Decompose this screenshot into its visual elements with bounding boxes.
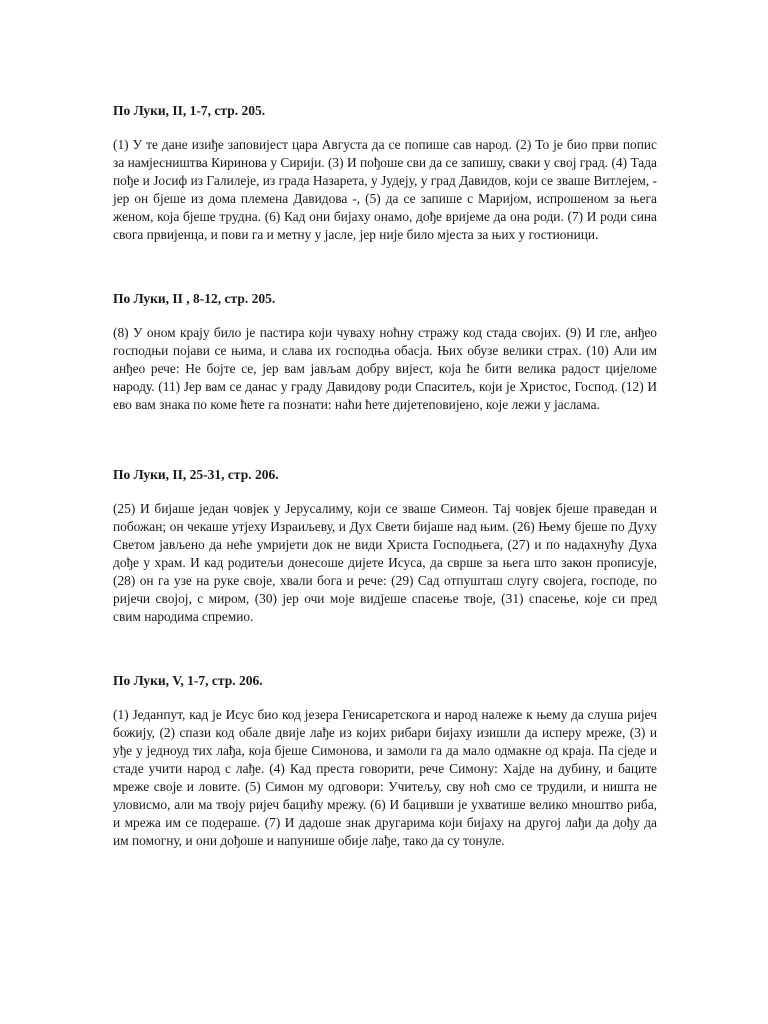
passage-heading: По Луки, II, 1-7, стр. 205.	[113, 103, 266, 118]
passage-heading: По Луки, II , 8-12, стр. 205.	[113, 291, 276, 306]
passage-luke-5-1-7	[113, 662, 657, 850]
passage-luke-2-8-12	[113, 280, 657, 414]
passage-luke-2-1-7	[113, 92, 657, 244]
passage-heading: По Луки, II, 25-31, стр. 206.	[113, 467, 279, 482]
passage-text: (1) У те дане изиђе заповијест цара Августа да се попише сав народ. (2) То је био први попис за намјесништва Киринова у Сирији. (3) И пођоше сви да се запишу, сваки у свој град. (4) Тада пође и Јосиф из Галилеје, из града Назарета, у Јудеју, у град Давидов, који се зваше Витлејем, - јер он бјеше из дома племена Давидова -, (5) да се запише с Маријом, испрошеном за њега женом, која бјеше трудна. (6) Кад они бијаху онамо, дође вријеме да она роди. (7) И роди сина свога првијенца, и пови га и метну у јасле, јер није било мјеста за њих у гостионици.	[113, 137, 657, 242]
passage-text: (1) Једанпут, кад је Исус био код језера Генисаретскога и народ належе к њему да слуша ријеч божију, (2) спази код обале двије лађе из којих рибари бијаху изишли да исперу мреже, (3) и уђе у једноуд тих лађа, која бјеше Симонова, и замоли га да мало одмакне од краја. Па сједе и стаде учити народ с лађе. (4) Кад преста говорити, рече Симону: Хајде на дубину, и баците мреже своје и ловите. (5) Симон му одговори: Учитељу, сву ноћ смо се трудили, и ништа не уловисмо, али ма твоју ријеч бацићу мрежу. (6) И бацивши је ухватише велико мноштво риба, и мрежа им се подераше. (7) И дадоше знак другарима који бијаху на другој лађи да дођу да им помогну, и они дођоше и напунише обије лађе, тако да су тонуле.	[113, 707, 657, 848]
passage-heading: По Луки, V, 1-7, стр. 206.	[113, 673, 263, 688]
passage-text: (25) И бијаше један човјек у Јерусалиму, који се зваше Симеон. Тај човјек бјеше праведан и побожан; он чекаше утјеху Израиљеву, и Дух Свети бијаше над њим. (26) Њему бјеше по Духу Светом јављено да неће умријети док не види Христа Господњега, (27) и по надахнућу Духа дође у храм. И кад родитељи донесоше дијете Исуса, да сврше за њега што закон прописује, (28) он га узе на руке своје, хвали бога и рече: (29) Сад отпушташ слугу својега, господе, по ријечи својој, с миром, (30) јер очи моје видјеше спасење твоје, (31) спасење, које си пред свим народима спремио.	[113, 501, 657, 624]
passage-text: (8) У оном крају било је пастира који чуваху ноћну стражу код стада својих. (9) И гле, анђео господњи појави се њима, и слава их господња обасја. Њих обузе велики страх. (10) Али им анђео рече: Не бојте се, јер вам јављам добру вијест, која ће бити велика радост цијеломе народу. (11) Јер вам се данас у граду Давидову роди Спаситељ, који је Христос, Господ. (12) И ево вам знака по коме ћете га познати: наћи ћете дијетеповијено, које лежи у јаслама.	[113, 325, 657, 412]
passage-luke-2-25-31	[113, 456, 657, 626]
